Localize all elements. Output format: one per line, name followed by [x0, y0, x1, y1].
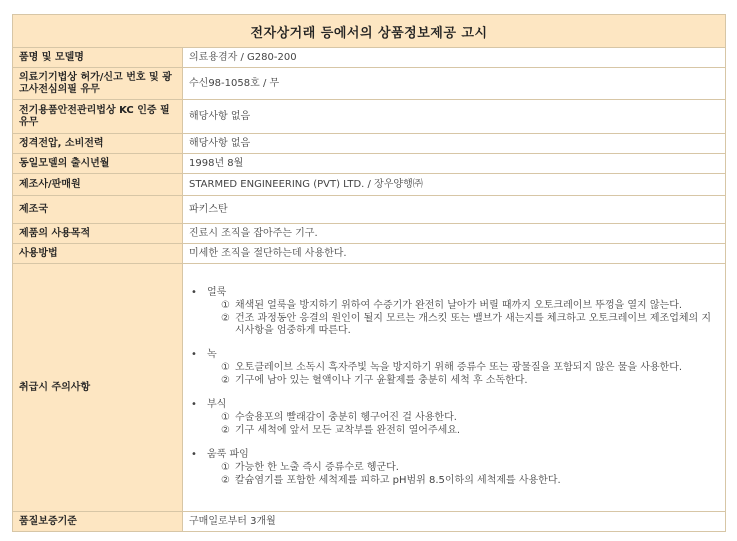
circled-number: ② — [221, 375, 230, 386]
item-text: 가능한 한 노출 즉시 증류수로 헹군다. — [235, 462, 399, 473]
row-value: 미세한 조직을 절단하는데 사용한다. — [183, 244, 726, 264]
row-value: 의료용겸자 / G280-200 — [183, 48, 726, 68]
bullet-icon: • — [191, 349, 197, 360]
item-text: 건조 과정동안 응결의 원인이 될지 모르는 개스킷 또는 밸브가 새는지를 체크하고 오토크레이브 제조업체의 지시사항을 엄중하게 따른다. — [235, 313, 712, 336]
item-text: 기구 세척에 앞서 모든 교착부를 완전히 열어주세요. — [235, 425, 461, 436]
warranty-row — [13, 512, 726, 532]
section-title: 움푹 파임 — [207, 449, 249, 460]
table-row — [13, 134, 726, 154]
row-value: 해당사항 없음 — [183, 134, 726, 154]
table-row — [13, 154, 726, 174]
table-row — [13, 48, 726, 68]
list-item — [191, 300, 719, 312]
warranty-label: 품질보증기준 — [13, 512, 183, 532]
list-item — [191, 375, 719, 387]
table-row — [13, 100, 726, 134]
item-text: 기구에 남아 있는 혈액이나 기구 윤활제를 충분히 세척 후 소독한다. — [235, 375, 528, 386]
item-text: 칼슘염기를 포함한 세척제를 피하고 pH범위 8.5이하의 세척제를 사용한다. — [235, 475, 561, 486]
product-info-notice — [12, 14, 725, 532]
care-row — [13, 264, 726, 512]
list-item — [191, 462, 719, 474]
section-title: 녹 — [207, 349, 217, 360]
row-label: 정격전압, 소비전력 — [13, 134, 183, 154]
bullet-icon: • — [191, 399, 197, 410]
bullet-icon: • — [191, 287, 197, 298]
table-row — [13, 244, 726, 264]
table-title: 전자상거래 등에서의 상품정보제공 고시 — [13, 15, 726, 48]
table-row — [13, 224, 726, 244]
row-label: 사용방법 — [13, 244, 183, 264]
row-value: STARMED ENGINEERING (PVT) LTD. / 장우양행㈜ — [183, 174, 726, 196]
care-section — [191, 399, 719, 437]
care-section — [191, 349, 719, 387]
circled-number: ① — [221, 362, 230, 373]
row-label: 제조국 — [13, 196, 183, 224]
row-value: 파키스탄 — [183, 196, 726, 224]
list-item — [191, 425, 719, 437]
item-text: 채색된 얼룩을 방지하기 위하여 수증기가 완전히 날아가 버릴 때까지 오토크레이브 뚜껑을 열지 않는다. — [235, 300, 683, 311]
warranty-value: 구매일로부터 3개월 — [183, 512, 726, 532]
care-section — [191, 287, 719, 337]
section-title: 얼룩 — [207, 287, 227, 298]
item-text: 수술용포의 빨래감이 충분히 헹구어진 걸 사용한다. — [235, 412, 457, 423]
circled-number: ① — [221, 462, 230, 473]
circled-number: ② — [221, 425, 230, 436]
row-label: 품명 및 모델명 — [13, 48, 183, 68]
row-value: 해당사항 없음 — [183, 100, 726, 134]
bullet-icon: • — [191, 449, 197, 460]
row-value: 진료시 조직을 잡아주는 기구. — [183, 224, 726, 244]
circled-number: ① — [221, 412, 230, 423]
list-item — [191, 412, 719, 424]
table-row — [13, 196, 726, 224]
care-section — [191, 449, 719, 487]
product-info-table — [12, 14, 726, 532]
circled-number: ① — [221, 300, 230, 311]
circled-number: ② — [221, 475, 230, 486]
title-row — [13, 15, 726, 48]
row-label: 제조사/판매원 — [13, 174, 183, 196]
table-row — [13, 174, 726, 196]
row-label: 동일모델의 출시년월 — [13, 154, 183, 174]
row-label: 의료기기법상 허가/신고 번호 및 광고사전심의필 유무 — [13, 68, 183, 100]
row-value: 1998년 8월 — [183, 154, 726, 174]
row-value: 수신98-1058호 / 무 — [183, 68, 726, 100]
table-row — [13, 68, 726, 100]
row-label: 제품의 사용목적 — [13, 224, 183, 244]
list-item — [191, 362, 719, 374]
list-item — [191, 475, 719, 487]
care-label: 취급시 주의사항 — [13, 264, 183, 512]
list-item — [191, 313, 719, 337]
item-text: 오토클레이브 소독시 흑자주빛 녹을 방지하기 위해 증류수 또는 광물질을 포함되지 않은 물을 사용한다. — [235, 362, 683, 373]
circled-number: ② — [221, 313, 230, 324]
row-label: 전기용품안전관리법상 KC 인증 필 유무 — [13, 100, 183, 134]
care-instructions — [183, 264, 726, 512]
section-title: 부식 — [207, 399, 227, 410]
